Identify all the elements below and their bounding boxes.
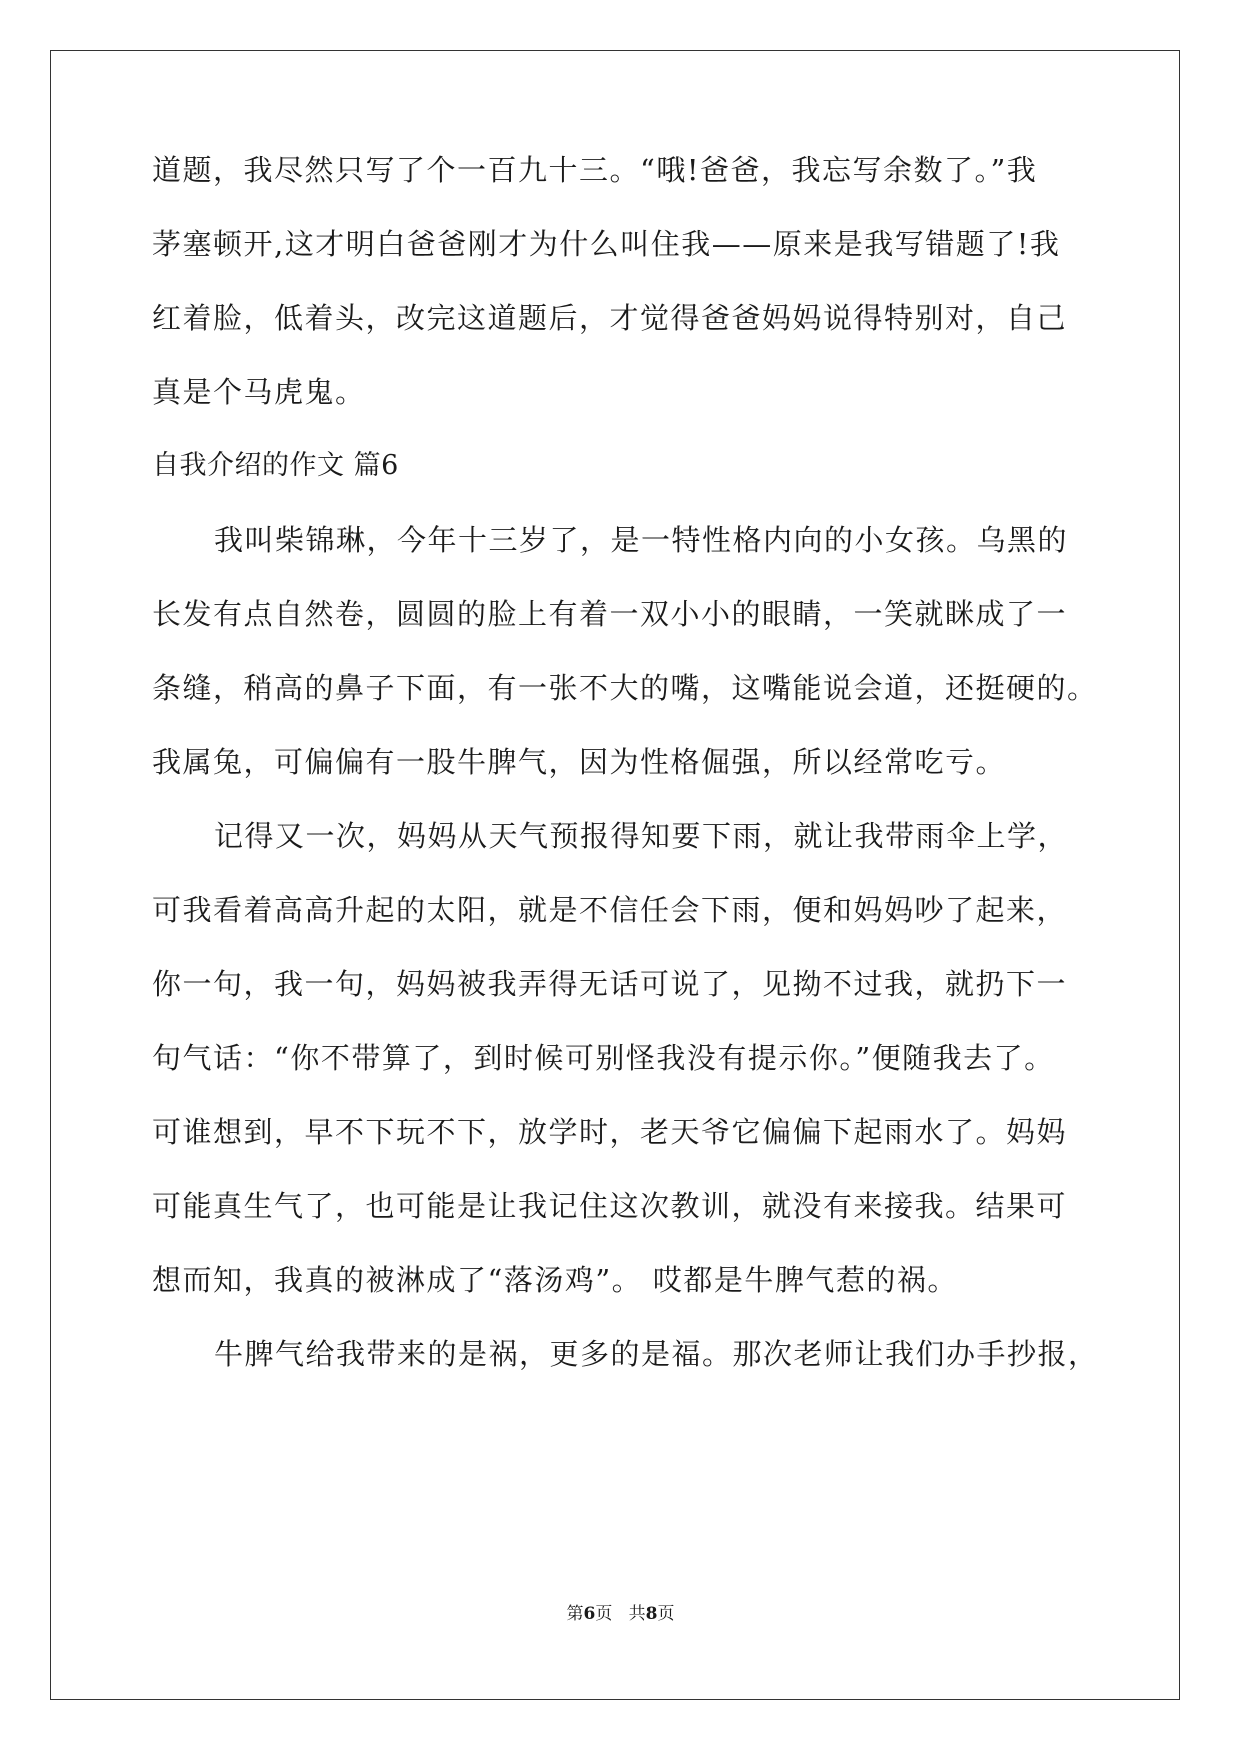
text-line: 我属兔，可偏偏有一股牛脾气，因为性格倔强，所以经常吃亏。 — [152, 745, 1007, 779]
text-line: 道题，我尽然只写了个一百九十三。“哦!爸爸，我忘写余数了。”我 — [152, 153, 1038, 187]
total-pages-number: 8 — [645, 1604, 658, 1624]
page-footer — [0, 1602, 1241, 1626]
text-line: 茅塞顿开,这才明白爸爸刚才为什么叫住我——原来是我写错题了!我 — [152, 227, 1061, 261]
text-line: 牛脾气给我带来的是祸，更多的是福。那次老师让我们办手抄报， — [214, 1337, 1099, 1371]
text-line: 长发有点自然卷，圆圆的脸上有着一双小小的眼睛，一笑就眯成了一 — [152, 597, 1068, 631]
footer-suffix: 页 — [657, 1604, 675, 1624]
text-line: 条缝，稍高的鼻子下面，有一张不大的嘴，这嘴能说会道，还挺硬的。 — [152, 671, 1098, 705]
text-line: 可能真生气了，也可能是让我记住这次教训，就没有来接我。结果可 — [152, 1189, 1068, 1223]
text-line: 想而知，我真的被淋成了“落汤鸡”。 哎都是牛脾气惹的祸。 — [152, 1263, 958, 1297]
footer-middle: 页 共 — [595, 1604, 646, 1624]
footer-prefix: 第 — [566, 1604, 584, 1624]
text-line: 可谁想到，早不下玩不下，放学时，老天爷它偏偏下起雨水了。妈妈 — [152, 1115, 1068, 1149]
text-line: 红着脸，低着头，改完这道题后，才觉得爸爸妈妈说得特别对，自己 — [152, 301, 1068, 335]
text-line: 记得又一次，妈妈从天气预报得知要下雨，就让我带雨伞上学， — [214, 819, 1069, 853]
text-line: 句气话：“你不带算了，到时候可别怪我没有提示你。”便随我去了。 — [152, 1041, 1055, 1075]
section-heading: 自我介绍的作文 篇6 — [152, 450, 399, 481]
text-line: 真是个马虎鬼。 — [152, 375, 366, 409]
text-line: 你一句，我一句，妈妈被我弄得无话可说了，见拗不过我，就扔下一 — [152, 967, 1068, 1001]
text-line: 可我看着高高升起的太阳，就是不信任会下雨，便和妈妈吵了起来， — [152, 893, 1068, 927]
current-page-number: 6 — [583, 1604, 596, 1624]
text-line: 我叫柴锦琳，今年十三岁了，是一特性格内向的小女孩。乌黑的 — [214, 523, 1069, 557]
